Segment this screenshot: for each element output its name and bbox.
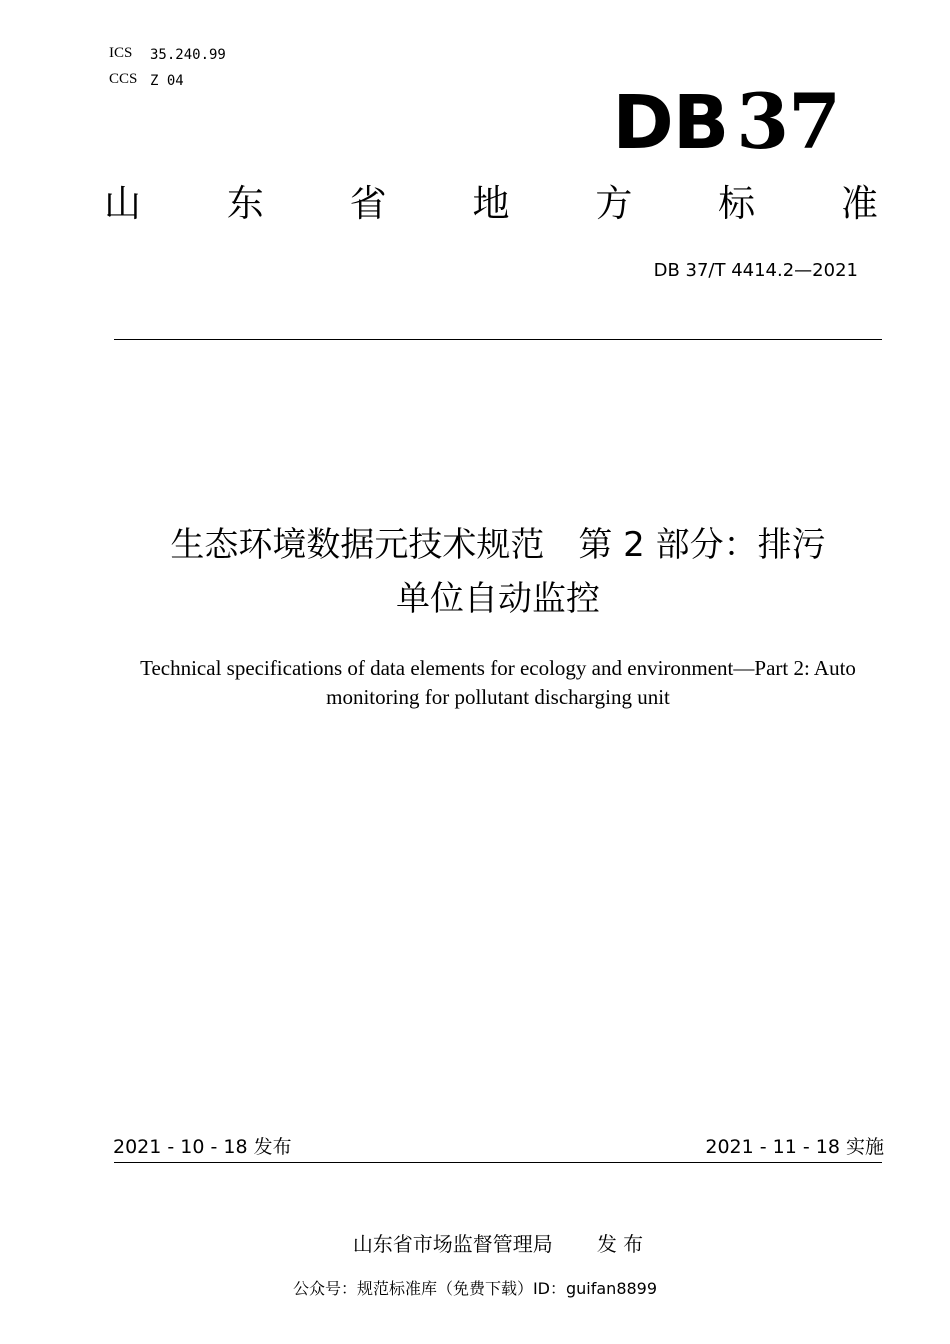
top-divider [114,339,882,340]
db-logo [612,77,840,166]
ics-value: 35.240.99 [150,47,226,63]
title-en-line1: Technical specifications of data elements for ecology and environment—Part 2: Auto [140,656,856,680]
title-cn [90,518,906,626]
ccs-value: Z 04 [150,73,184,89]
standard-type-char: 地 [472,182,510,225]
implement-date: 2021 - 11 - 18 实施 [705,1136,884,1158]
publisher [0,1228,950,1257]
publisher-action: 发 布 [596,1232,644,1256]
standard-type-char: 方 [595,182,633,225]
title-en [100,654,896,712]
ics-label: ICS [109,45,133,61]
standard-type [104,182,878,226]
db-logo-letters: DB [612,80,729,166]
standard-type-char: 山 [104,182,141,225]
standard-type-char: 东 [226,182,264,225]
standard-type-char: 标 [718,182,756,225]
ccs-label: CCS [109,71,138,87]
standard-number: DB 37/T 4414.2—2021 [653,260,858,281]
standard-type-char: 准 [840,182,878,225]
footer-note: 公众号：规范标准库（免费下载）ID：guifan8899 [292,1279,658,1298]
publisher-name: 山东省市场监督管理局 [352,1232,553,1256]
db-logo-number: 37 [736,77,840,166]
title-cn-line1: 生态环境数据元技术规范 第 2 部分：排污 [170,525,826,565]
bottom-divider [114,1162,882,1163]
title-cn-line2: 单位自动监控 [396,579,600,619]
standard-type-char: 省 [349,182,387,225]
publish-date: 2021 - 10 - 18 发布 [113,1136,292,1158]
title-en-line2: monitoring for pollutant discharging unit [326,685,670,709]
